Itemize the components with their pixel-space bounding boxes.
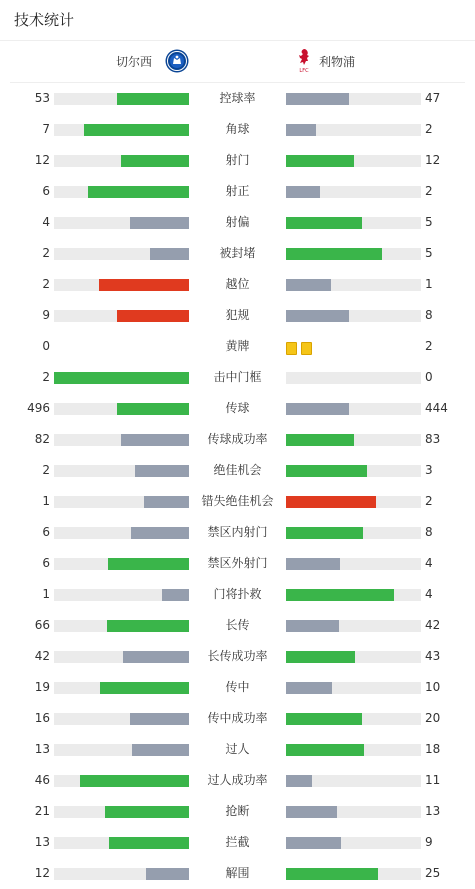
away-bar-track <box>286 527 421 539</box>
home-bar-fill <box>162 589 189 601</box>
stat-row <box>0 145 475 176</box>
home-bar-fill <box>88 186 189 198</box>
stat-row <box>0 827 475 858</box>
away-bar-fill <box>286 837 341 849</box>
stat-label: 拦截 <box>225 835 250 849</box>
away-value: 13 <box>425 804 441 818</box>
stat-label: 过人成功率 <box>207 773 268 787</box>
home-value: 42 <box>34 649 50 663</box>
stat-label: 犯规 <box>225 308 250 322</box>
stat-label: 传中成功率 <box>207 711 268 725</box>
home-bar-fill <box>84 124 189 136</box>
home-value: 1 <box>42 494 50 508</box>
away-bar-track <box>286 155 421 167</box>
stat-row <box>0 765 475 796</box>
stat-row <box>0 486 475 517</box>
stat-row <box>0 424 475 455</box>
away-bar-track <box>286 589 421 601</box>
stat-label: 禁区外射门 <box>207 556 268 570</box>
home-bar-track <box>54 372 189 384</box>
home-value: 12 <box>34 866 50 880</box>
stat-label: 门将扑救 <box>213 587 262 601</box>
away-value: 2 <box>425 494 433 508</box>
away-bar-fill <box>286 155 354 167</box>
teams-header <box>10 41 465 83</box>
stat-label: 长传 <box>225 618 250 632</box>
home-bar-fill <box>121 434 189 446</box>
away-bar-track <box>286 806 421 818</box>
liverpool-crest-icon <box>296 48 312 74</box>
home-bar-fill <box>80 775 189 787</box>
home-value: 1 <box>42 587 50 601</box>
away-value: 10 <box>425 680 441 694</box>
home-bar-fill <box>150 248 189 260</box>
home-bar-fill <box>130 217 189 229</box>
chelsea-crest-icon <box>165 49 189 73</box>
stat-label: 黄牌 <box>225 339 250 353</box>
home-value: 2 <box>42 277 50 291</box>
away-bar-fill <box>286 589 394 601</box>
home-value: 2 <box>42 246 50 260</box>
stat-label: 长传成功率 <box>207 649 268 663</box>
stat-row <box>0 114 475 145</box>
home-bar-track <box>54 744 189 756</box>
away-bar-fill <box>286 248 382 260</box>
home-bar-track <box>54 589 189 601</box>
away-bar-fill <box>286 682 332 694</box>
home-bar-track <box>54 248 189 260</box>
home-value: 46 <box>34 773 50 787</box>
page-title: 技术统计 <box>0 0 475 41</box>
home-bar-fill <box>130 713 189 725</box>
away-bar-track <box>286 744 421 756</box>
home-bar-track <box>54 868 189 880</box>
stat-row <box>0 269 475 300</box>
home-value: 6 <box>42 184 50 198</box>
home-bar-track <box>54 651 189 663</box>
stat-row <box>0 455 475 486</box>
stat-label: 射门 <box>225 153 250 167</box>
away-value: 5 <box>425 246 433 260</box>
home-value: 7 <box>42 122 50 136</box>
home-bar-fill <box>108 558 189 570</box>
stat-label: 越位 <box>225 277 250 291</box>
stat-row <box>0 548 475 579</box>
home-bar-track <box>54 93 189 105</box>
home-bar-fill <box>117 310 189 322</box>
home-bar-track <box>54 403 189 415</box>
away-bar-track <box>286 279 421 291</box>
svg-text:LFC: LFC <box>299 68 309 74</box>
home-value: 13 <box>34 835 50 849</box>
home-bar-track <box>54 155 189 167</box>
away-bar-track <box>286 651 421 663</box>
away-value: 1 <box>425 277 433 291</box>
away-bar-track <box>286 310 421 322</box>
stat-row <box>0 362 475 393</box>
home-bar-track <box>54 775 189 787</box>
stat-row <box>0 734 475 765</box>
home-bar-fill <box>131 527 189 539</box>
home-value: 53 <box>34 91 50 105</box>
home-bar-fill <box>109 837 189 849</box>
home-bar-fill <box>123 651 189 663</box>
stat-row <box>0 331 475 362</box>
stat-label: 角球 <box>225 122 250 136</box>
stat-label: 过人 <box>225 742 250 756</box>
away-bar-fill <box>286 620 339 632</box>
away-bar-fill <box>286 217 362 229</box>
away-bar-track <box>286 372 421 384</box>
away-bar-track <box>286 465 421 477</box>
away-value: 444 <box>425 401 448 415</box>
home-value: 0 <box>42 339 50 353</box>
stat-label: 传球成功率 <box>207 432 268 446</box>
home-bar-track <box>54 682 189 694</box>
away-bar-fill <box>286 403 349 415</box>
home-value: 2 <box>42 370 50 384</box>
stat-row <box>0 300 475 331</box>
away-value: 12 <box>425 153 441 167</box>
home-bar-track <box>54 837 189 849</box>
stat-row <box>0 858 475 889</box>
away-value: 47 <box>425 91 441 105</box>
home-bar-track <box>54 310 189 322</box>
stat-label: 禁区内射门 <box>207 525 268 539</box>
stat-label: 射偏 <box>225 215 250 229</box>
away-bar-track <box>286 868 421 880</box>
home-bar-fill <box>135 465 189 477</box>
away-bar-fill <box>286 806 337 818</box>
stat-row <box>0 393 475 424</box>
yellow-card-icon <box>301 342 312 355</box>
away-value: 4 <box>425 587 433 601</box>
away-bar-track <box>286 217 421 229</box>
away-value: 5 <box>425 215 433 229</box>
stat-label: 解围 <box>225 866 250 880</box>
away-bar-fill <box>286 558 340 570</box>
away-bar-fill <box>286 496 376 508</box>
stat-label: 绝佳机会 <box>213 463 262 477</box>
away-bar-fill <box>286 186 320 198</box>
home-value: 496 <box>27 401 50 415</box>
away-bar-fill <box>286 279 331 291</box>
stat-row <box>0 703 475 734</box>
away-value: 2 <box>425 184 433 198</box>
away-bar-fill <box>286 465 367 477</box>
home-value: 82 <box>34 432 50 446</box>
home-bar-fill <box>105 806 189 818</box>
away-bar-track <box>286 124 421 136</box>
stat-label: 控球率 <box>219 91 256 105</box>
home-bar-track <box>54 527 189 539</box>
away-value: 2 <box>425 339 433 353</box>
stat-label: 传中 <box>225 680 250 694</box>
stats-list <box>0 83 475 889</box>
away-value: 20 <box>425 711 441 725</box>
away-bar-track <box>286 403 421 415</box>
home-bar-fill <box>117 93 189 105</box>
away-value: 3 <box>425 463 433 477</box>
home-value: 16 <box>34 711 50 725</box>
stat-row <box>0 579 475 610</box>
home-bar-track <box>54 713 189 725</box>
away-bar-track <box>286 248 421 260</box>
home-bar-track <box>54 806 189 818</box>
home-bar-fill <box>121 155 189 167</box>
home-value: 2 <box>42 463 50 477</box>
home-bar-fill <box>54 372 189 384</box>
stat-row <box>0 207 475 238</box>
away-bar-track <box>286 496 421 508</box>
away-value: 4 <box>425 556 433 570</box>
home-bar-fill <box>100 682 189 694</box>
stat-row <box>0 796 475 827</box>
away-value: 42 <box>425 618 441 632</box>
stat-row <box>0 672 475 703</box>
away-bar-fill <box>286 744 364 756</box>
stat-row <box>0 238 475 269</box>
home-bar-track <box>54 620 189 632</box>
away-bar-track <box>286 775 421 787</box>
away-value: 8 <box>425 525 433 539</box>
stat-label: 击中门框 <box>213 370 262 384</box>
home-value: 4 <box>42 215 50 229</box>
yellow-card-icon <box>286 342 297 355</box>
away-value: 18 <box>425 742 441 756</box>
away-value: 2 <box>425 122 433 136</box>
away-bar-fill <box>286 527 363 539</box>
stat-label: 被封堵 <box>219 246 256 260</box>
home-bar-track <box>54 558 189 570</box>
home-value: 6 <box>42 556 50 570</box>
away-bar-fill <box>286 124 316 136</box>
away-yellow-cards <box>286 340 316 359</box>
away-value: 0 <box>425 370 433 384</box>
home-value: 12 <box>34 153 50 167</box>
home-bar-fill <box>117 403 189 415</box>
home-bar-track <box>54 434 189 446</box>
away-bar-track <box>286 434 421 446</box>
away-value: 43 <box>425 649 441 663</box>
away-bar-fill <box>286 93 349 105</box>
away-bar-fill <box>286 651 355 663</box>
home-bar-track <box>54 465 189 477</box>
home-bar-fill <box>107 620 189 632</box>
away-value: 8 <box>425 308 433 322</box>
away-bar-fill <box>286 310 349 322</box>
away-value: 9 <box>425 835 433 849</box>
home-bar-track <box>54 124 189 136</box>
home-bar-fill <box>144 496 189 508</box>
home-bar-track <box>54 279 189 291</box>
home-value: 9 <box>42 308 50 322</box>
away-bar-track <box>286 713 421 725</box>
stat-row <box>0 610 475 641</box>
away-bar-fill <box>286 713 362 725</box>
away-bar-track <box>286 186 421 198</box>
home-bar-fill <box>99 279 189 291</box>
away-bar-fill <box>286 775 312 787</box>
away-bar-fill <box>286 868 378 880</box>
away-bar-track <box>286 682 421 694</box>
home-value: 21 <box>34 804 50 818</box>
away-bar-track <box>286 93 421 105</box>
away-value: 83 <box>425 432 441 446</box>
home-bar-track <box>54 186 189 198</box>
home-value: 13 <box>34 742 50 756</box>
stat-label: 抢断 <box>225 804 250 818</box>
away-bar-track <box>286 620 421 632</box>
home-value: 6 <box>42 525 50 539</box>
stat-row <box>0 83 475 114</box>
away-value: 11 <box>425 773 441 787</box>
away-bar-track <box>286 558 421 570</box>
stat-row <box>0 176 475 207</box>
stat-row <box>0 641 475 672</box>
home-value: 19 <box>34 680 50 694</box>
home-bar-track <box>54 217 189 229</box>
home-bar-fill <box>132 744 189 756</box>
home-bar-track <box>54 496 189 508</box>
stat-row <box>0 517 475 548</box>
away-team-name: 利物浦 <box>319 55 356 69</box>
away-bar-fill <box>286 434 354 446</box>
home-bar-fill <box>146 868 189 880</box>
stat-label: 错失绝佳机会 <box>201 494 274 508</box>
away-bar-track <box>286 837 421 849</box>
away-value: 25 <box>425 866 441 880</box>
home-team-name: 切尔西 <box>115 55 152 69</box>
home-value: 66 <box>34 618 50 632</box>
stat-label: 传球 <box>225 401 250 415</box>
stat-label: 射正 <box>225 184 250 198</box>
